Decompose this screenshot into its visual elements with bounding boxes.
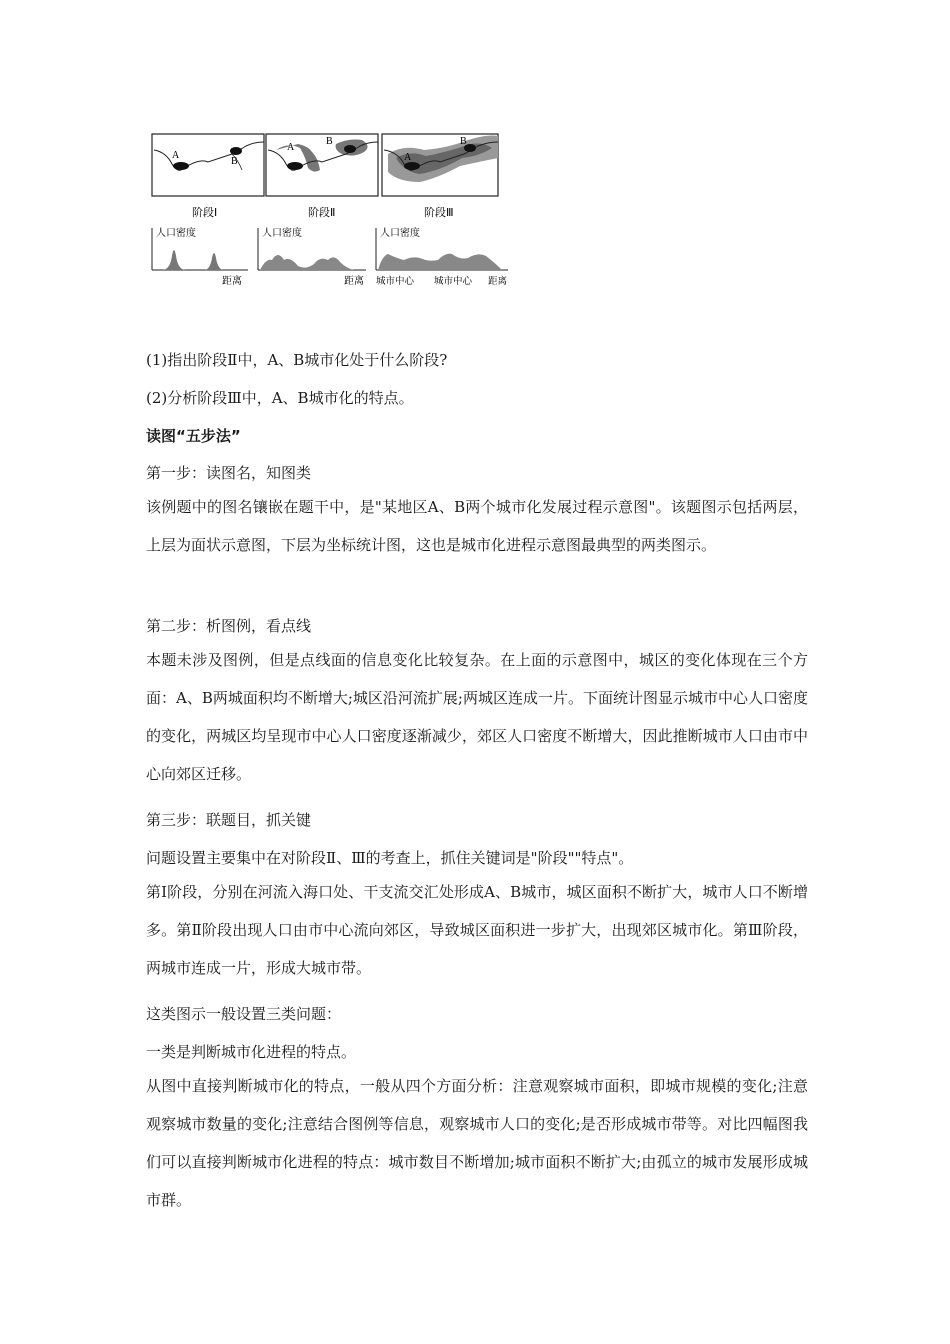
step-3-title: 第三步：联题目，抓关键 bbox=[146, 811, 312, 829]
stage-1-label: 阶段Ⅰ bbox=[192, 206, 218, 219]
stage-1-density-chart bbox=[152, 226, 248, 287]
x-tick-city-center-1: 城市中心 bbox=[376, 276, 415, 287]
label-b: B bbox=[231, 156, 238, 167]
step-1-body: 该例题中的图名镶嵌在题干中，是"某地区A、B两个城市化发展过程示意图"。该题图示包括两层，上层为面状示意图，下层为坐标统计图，这也是城市化进程示意图最典型的两类图示。 bbox=[146, 498, 808, 554]
method-title: 读图“五步法” bbox=[146, 427, 241, 445]
label-a: A bbox=[404, 152, 412, 163]
urbanization-diagram bbox=[148, 128, 520, 292]
label-a: A bbox=[287, 142, 295, 153]
y-axis-label: 人口密度 bbox=[262, 228, 302, 239]
question-1: (1)指出阶段Ⅱ中，A、B城市化处于什么阶段? bbox=[146, 351, 448, 369]
y-axis-label: 人口密度 bbox=[380, 228, 420, 239]
label-a: A bbox=[172, 150, 180, 161]
x-axis-label: 距离 bbox=[344, 276, 364, 287]
label-b: B bbox=[326, 136, 333, 147]
x-axis-label: 距离 bbox=[222, 276, 242, 287]
step-3-body-4: 一类是判断城市化进程的特点。 bbox=[146, 1043, 357, 1061]
stage-3-density-chart bbox=[376, 226, 508, 287]
x-tick-city-center-2: 城市中心 bbox=[434, 276, 473, 287]
stage-2-map bbox=[266, 134, 378, 196]
step-1-title: 第一步：读图名，知图类 bbox=[146, 464, 312, 482]
stage-3-map bbox=[382, 134, 498, 196]
step-3-body-5: 从图中直接判断城市化的特点，一般从四个方面分析：注意观察城市面积，即城市规模的变化;注意观察城市数量的变化;注意结合图例等信息，观察城市人口的变化;是否形成城市带等。对比四幅图我们可以直接判断城市化进程的特点：城市数目不断增加;城市面积不断扩大;由孤立的城市发展形成城市群。 bbox=[146, 1077, 808, 1209]
stage-3-label: 阶段Ⅲ bbox=[424, 206, 454, 219]
step-2-title: 第二步：析图例，看点线 bbox=[146, 617, 312, 635]
step-3-body-1: 问题设置主要集中在对阶段Ⅱ、Ⅲ的考查上，抓住关键词是"阶段""特点"。 bbox=[146, 849, 634, 867]
stage-2-label: 阶段Ⅱ bbox=[308, 206, 336, 219]
step-3-body-3: 这类图示一般设置三类问题： bbox=[146, 1005, 342, 1023]
y-axis-label: 人口密度 bbox=[156, 228, 196, 239]
x-axis-label: 距离 bbox=[488, 276, 508, 287]
label-b: B bbox=[460, 136, 467, 147]
step-2-body: 本题未涉及图例，但是点线面的信息变化比较复杂。在上面的示意图中，城区的变化体现在三个方面：A、B两城面积均不断增大;城区沿河流扩展;两城区连成一片。下面统计图显示城市中心人口密度的变化，两城区均呈现市中心人口密度逐渐减少，郊区人口密度不断增大，因此推断城市人口由市中心向郊区迁移。 bbox=[146, 651, 808, 783]
stage-2-density-chart bbox=[258, 226, 366, 287]
question-2: (2)分析阶段Ⅲ中，A、B城市化的特点。 bbox=[146, 389, 414, 407]
stage-1-map bbox=[152, 134, 264, 196]
urbanization-figure bbox=[148, 128, 520, 292]
step-3-body-2: 第Ⅰ阶段，分别在河流入海口处、干支流交汇处形成A、B城市，城区面积不断扩大，城市人口不断增多。第Ⅱ阶段出现人口由市中心流向郊区，导致城区面积进一步扩大，出现郊区城市化。第Ⅲ阶段，两城市连成一片，形成大城市带。 bbox=[146, 883, 808, 977]
